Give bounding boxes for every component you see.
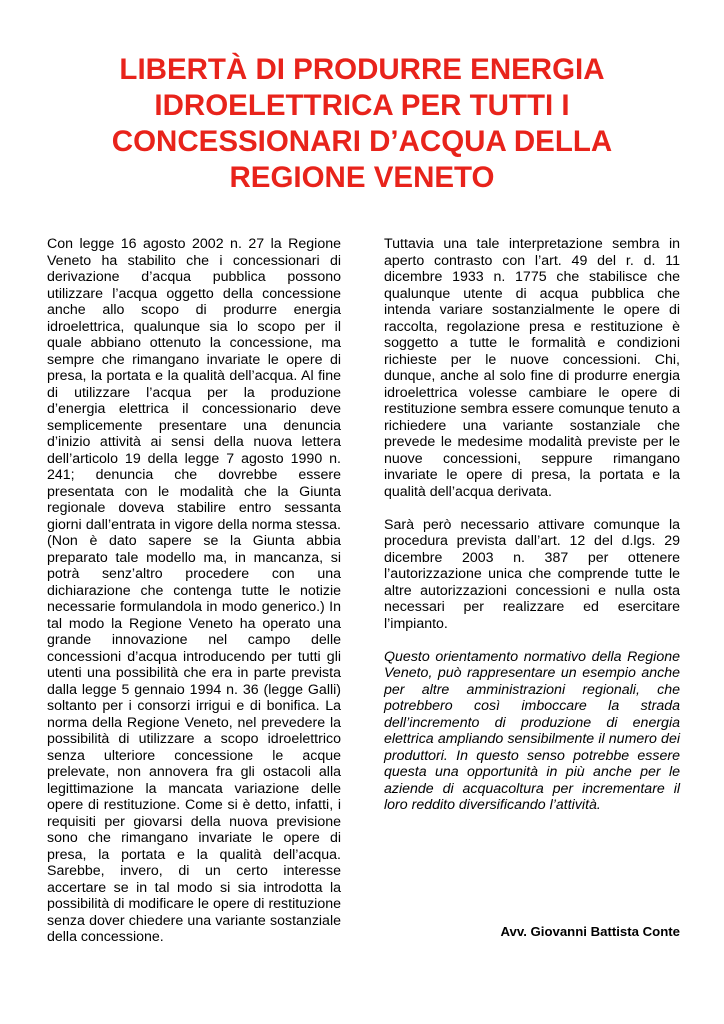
document-title: LIBERTÀ DI PRODURRE ENERGIA IDROELETTRICA PER TUTTI I CONCESSIONARI D’ACQUA DELLA REGIONE VENETO [111, 53, 613, 194]
right-paragraph-2: Sarà però necessario attivare comunque la procedura prevista dall’art. 12 del d.lgs. 29 dicembre 2003 n. 387 per ottenere l’autorizzazione unica che comprende tutte le altre autorizzazioni concessioni e nulla osta necessari per realizzare ed esercitare l’impianto. [384, 516, 680, 632]
left-paragraph-1: Con legge 16 agosto 2002 n. 27 la Regione Veneto ha stabilito che i concessionari di derivazione d’acqua pubblica possono utilizzare l’acqua oggetto della concessione anche allo scopo di produrre energia idroelettrica, qualunque sia lo scopo per il quale abbiano ottenuto la concessione, ma sempre che rimangano invariate le opere di presa, la portata e la qualità dell’acqua. Al fine di utilizzare l’acqua per la produzione d’energia elettrica il concessionario deve semplicemente presentare una denuncia d’inizio attività ai sensi della nuova lettera dell’articolo 19 della legge 7 agosto 1990 n. 241; denuncia che dovrebbe essere presentata con le modalità che la Giunta regionale doveva stabilire entro sessanta giorni dall’entrata in vigore della norma stessa. (Non è dato sapere se la Giunta abbia preparato tale modello ma, in mancanza, si potrà senz’altro procedere con una dichiarazione che contenga tutte le notizie necessarie formulandola in modo generico.) In tal modo la Regione Veneto ha operato una grande innovazione nel campo delle concessioni d’acqua introducendo per tutti gli utenti una possibilità che era in parte prevista dalla legge 5 gennaio 1994 n. 36 (legge Galli) soltanto per i consorzi irrigui e di bonifica. La norma della Regione Veneto, nel prevedere la possibilità di utilizzare a scopo idroelettrico senza ulteriore concessione le acque prelevate, non annovera fra gli ostacoli alla legittimazione la mancata variazione delle opere di restituzione. Come si è detto, infatti, i requisiti per giovarsi della nuova previsione sono che rimangano invariate le opere di presa, la portata e la qualità dell’acqua. Sarebbe, invero, di un certo interesse accertare se in tal modo si sia introdotta la possibilità di modificare le opere di restituzione senza dover chiedere una variante sostanziale della concessione. [47, 236, 341, 945]
author-signature: Avv. Giovanni Battista Conte [500, 924, 680, 939]
paragraph-spacer [384, 632, 680, 649]
paragraph-spacer [384, 500, 680, 517]
right-paragraph-3: Questo orientamento normativo della Regione Veneto, può rappresentare un esempio anche per altre amministrazioni regionali, che potrebbero così imboccare la strada dell’incremento di produzione di energia elettrica ampliando sensibilmente il numero dei produttori. In questo senso potrebbe essere questa una opportunità in più anche per le aziende di acquacoltura per incrementare il loro reddito diversificando l’attività. [384, 648, 680, 813]
right-column [384, 236, 680, 814]
right-paragraph-1: Tuttavia una tale interpretazione sembra in aperto contrasto con l’art. 49 del r. d. 11 dicembre 1933 n. 1775 che stabilisce che qualunque utente di acqua pubblica che intenda variare sostanzialmente le opere di raccolta, regolazione presa e restituzione è soggetto a tutte le formalità e condizioni richieste per le nuove concessioni. Chi, dunque, anche al solo fine di produrre energia idroelettrica volesse cambiare le opere di restituzione sembra essere comunque tenuto a richiedere una variante sostanziale che prevede le medesime modalità previste per le nuove concessioni, seppure rimangano invariate le opere di presa, la portata e la qualità dell’acqua derivata. [384, 236, 680, 500]
left-column [47, 236, 341, 946]
